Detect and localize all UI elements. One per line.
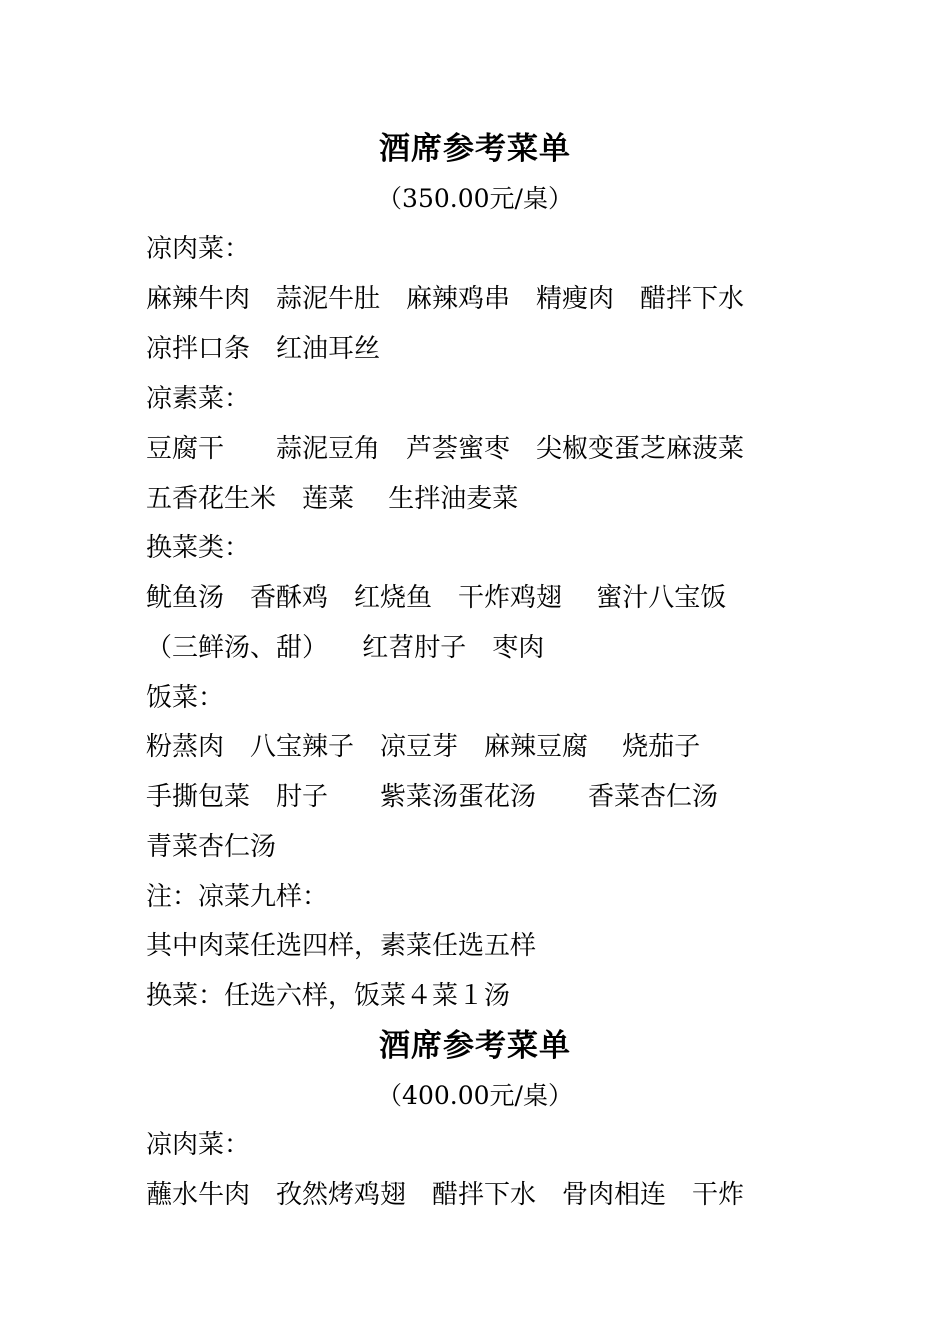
menu2-line: 蘸水牛肉 孜然烤鸡翅 醋拌下水 骨肉相连 干炸 (146, 1180, 745, 1210)
menu1-line: 手撕包菜 肘子 紫菜汤蛋花汤 香菜杏仁汤 (146, 782, 719, 812)
menu1-line-cold-meat-heading: 凉肉菜： (146, 234, 251, 264)
menu1-line-hot-dish-heading: 换菜类： (146, 533, 251, 563)
menu2-title: 酒席参考菜单 (379, 1028, 571, 1064)
menu1-price: （350.00元/桌） (377, 184, 573, 213)
menu1-line-note: 换菜：任选六样，饭菜４菜１汤 (146, 981, 511, 1011)
menu1-line-cold-veg-heading: 凉素菜： (146, 384, 251, 414)
menu1-line: 五香花生米 莲菜 生拌油麦菜 (146, 484, 519, 514)
menu1-line: 粉蒸肉 八宝辣子 凉豆芽 麻辣豆腐 烧茄子 (146, 732, 701, 762)
menu1-line: 青菜杏仁汤 (146, 832, 277, 862)
menu1-title: 酒席参考菜单 (379, 131, 571, 167)
menu1-line: 麻辣牛肉 蒜泥牛肚 麻辣鸡串 精瘦肉 醋拌下水 (146, 284, 745, 314)
menu1-line: 鱿鱼汤 香酥鸡 红烧鱼 干炸鸡翅 蜜汁八宝饭 (146, 583, 727, 613)
menu1-line-note: 注：凉菜九样： (146, 882, 329, 912)
menu2-line-cold-meat-heading: 凉肉菜： (146, 1130, 251, 1160)
menu1-line: 凉拌口条 红油耳丝 (146, 334, 381, 364)
menu1-line: 豆腐干 蒜泥豆角 芦荟蜜枣 尖椒变蛋芝麻菠菜 (146, 434, 745, 464)
menu1-line-rice-dish-heading: 饭菜： (146, 683, 225, 713)
menu1-line-note: 其中肉菜任选四样，素菜任选五样 (146, 931, 537, 961)
menu1-line: （三鲜汤、甜） 红苕肘子 枣肉 (146, 633, 545, 663)
menu2-price: （400.00元/桌） (377, 1081, 573, 1110)
